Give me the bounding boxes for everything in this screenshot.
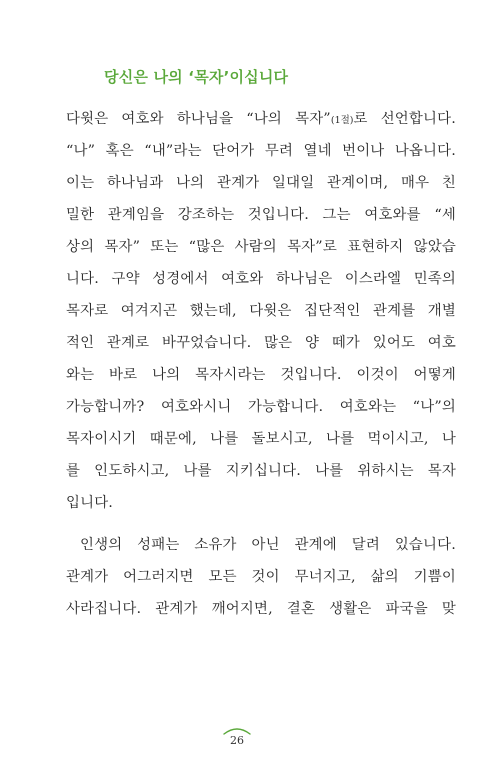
page-number: 26	[230, 734, 244, 747]
paragraph-1-line-6: 니다. 구약 성경에서 여호와 하나님은 이스라엘 민족의	[66, 271, 456, 287]
paragraph-2	[66, 533, 456, 629]
section-heading: 당신은 나의 ‘목자’이십니다	[104, 68, 289, 86]
paragraph-1-line-7: 목자로 여겨지곤 했는데, 다윗은 집단적인 관계를 개별	[66, 303, 456, 319]
paragraph-2-line-2: 관계가 어그러지면 모든 것이 무너지고, 삶의 기쁨이	[66, 569, 456, 585]
text-segment: 로 선언합니다.	[353, 111, 456, 127]
paragraph-1-line-8: 적인 관계로 바꾸었습니다. 많은 양 떼가 있어도 여호	[66, 335, 456, 351]
verse-citation: (1절)	[330, 115, 354, 126]
paragraph-1-line-10: 가능합니까? 여호와시니 가능합니다. 여호와는 “나”의	[66, 399, 456, 415]
paragraph-1-line-4: 밀한 관계임을 강조하는 것입니다. 그는 여호와를 “세	[66, 207, 456, 223]
body-text	[66, 107, 456, 629]
text-segment: 다윗은 여호와 하나님을 “나의 목자”	[66, 111, 331, 127]
paragraph-2-line-3: 사라집니다. 관계가 깨어지면, 결혼 생활은 파국을 맞	[66, 601, 456, 617]
paragraph-1-line-9: 와는 바로 나의 목자시라는 것입니다. 이것이 어떻게	[66, 367, 456, 383]
paragraph-1-line-3: 이는 하나님과 나의 관계가 일대일 관계이며, 매우 친	[66, 175, 456, 191]
paragraph-1-line-11: 목자이시기 때문에, 나를 돌보시고, 나를 먹이시고, 나	[66, 431, 456, 447]
paragraph-2-line-1: 인생의 성패는 소유가 아닌 관계에 달려 있습니다.	[80, 537, 456, 553]
paragraph-1-line-5: 상의 목자” 또는 “많은 사람의 목자”로 표현하지 않았습	[66, 239, 456, 255]
paragraph-1-line-12: 를 인도하시고, 나를 지키십니다. 나를 위하시는 목자	[66, 463, 456, 479]
paragraph-1-line-13: 입니다.	[66, 495, 114, 511]
paragraph-1-line-2: “나” 혹은 “내”라는 단어가 무려 열네 번이나 나옵니다.	[66, 143, 456, 159]
paragraph-1-line-1	[66, 107, 456, 139]
